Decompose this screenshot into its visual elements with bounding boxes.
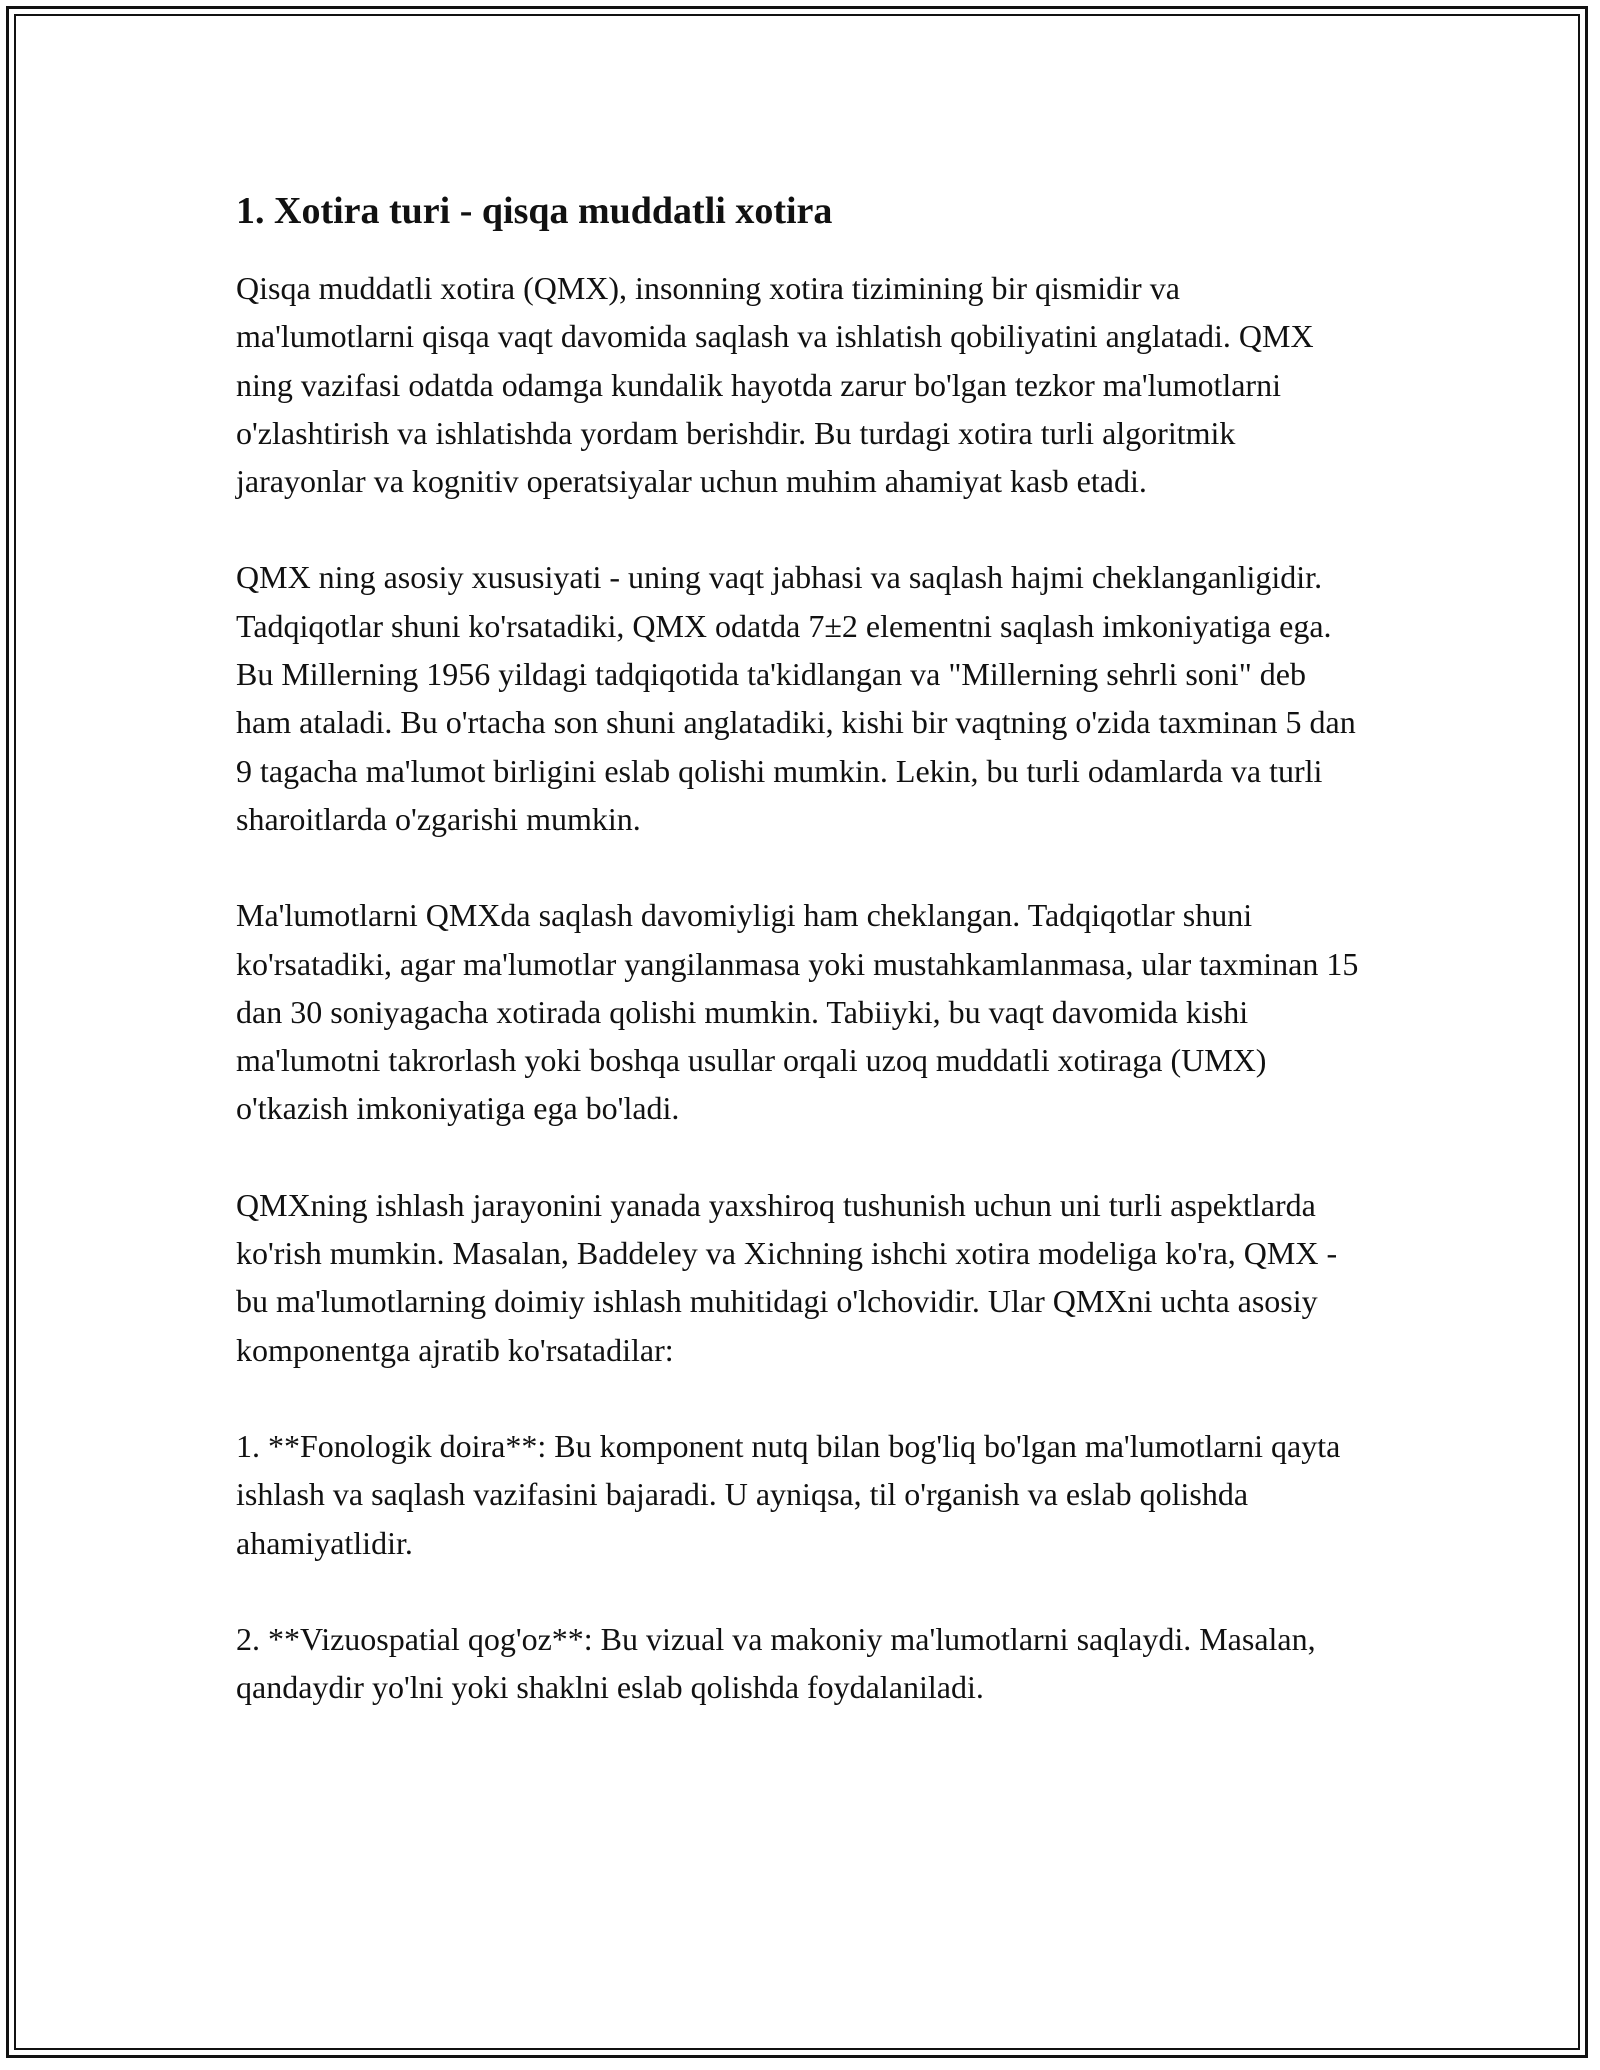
document-body — [236, 186, 1366, 1759]
paragraph-intro: Qisqa muddatli xotira (QMX), insonning xotira tizimining bir qismidir va ma'lumotlarni qisqa vaqt davomida saqlash va ishlatish qobiliyatini anglatadi. QMX ning vazifasi odatda odamga kundalik hayotda zarur bo'lgan tezkor ma'lumotlarni o'zlashtirish va ishlatishda yordam berishdir. Bu turdagi xotira turli algoritmik jarayonlar va kognitiv operatsiyalar uchun muhim ahamiyat kasb etadi. — [236, 270, 1314, 500]
list-item-phonological-loop: 1. **Fonologik doira**: Bu komponent nutq bilan bog'liq bo'lgan ma'lumotlarni qayta ishlash va saqlash vazifasini bajaradi. U ayniqsa, til o'rganish va eslab qolishda ahamiyatlidir. — [236, 1427, 1341, 1561]
paragraph-capacity: QMX ning asosiy xususiyati - uning vaqt jabhasi va saqlash hajmi cheklanganligidir. Tadqiqotlar shuni ko'rsatadiki, QMX odatda 7±2 elementni saqlash imkoniyatiga ega. Bu Millerning 1956 yildagi tadqiqotida ta'kidlangan va "Millerning sehrli soni" deb ham ataladi. Bu o'rtacha son shuni anglatadiki, kishi bir vaqtning o'zida taxminan 5 dan 9 tagacha ma'lumot birligini eslab qolishi mumkin. Lekin, bu turli odamlarda va turli sharoitlarda o'zgarishi mumkin. — [236, 559, 1356, 837]
paragraph-duration: Ma'lumotlarni QMXda saqlash davomiyligi ham cheklangan. Tadqiqotlar shuni ko'rsatadiki, agar ma'lumotlar yangilanmasa yoki mustahkamlanmasa, ular taxminan 15 dan 30 soniyagacha xotirada qolishi mumkin. Tabiiyki, bu vaqt davomida kishi ma'lumotni takrorlash yoki boshqa usullar orqali uzoq muddatli xotiraga (UMX) o'tkazish imkoniyatiga ega bo'ladi. — [236, 897, 1359, 1127]
paragraph-model: QMXning ishlash jarayonini yanada yaxshiroq tushunish uchun uni turli aspektlarda ko'rish mumkin. Masalan, Baddeley va Xichning ishchi xotira modeliga ko'ra, QMX - bu ma'lumotlarning doimiy ishlash muhitidagi o'lchovidir. Ular QMXni uchta asosiy komponentga ajratib ko'rsatadilar: — [236, 1186, 1338, 1368]
section-title: 1. Xotira turi - qisqa muddatli xotira — [236, 190, 833, 232]
list-item-visuospatial-sketchpad: 2. **Vizuospatial qog'oz**: Bu vizual va makoniy ma'lumotlarni saqlaydi. Masalan, qandaydir yo'lni yoki shaklni eslab qolishda foydalaniladi. — [236, 1620, 1316, 1706]
